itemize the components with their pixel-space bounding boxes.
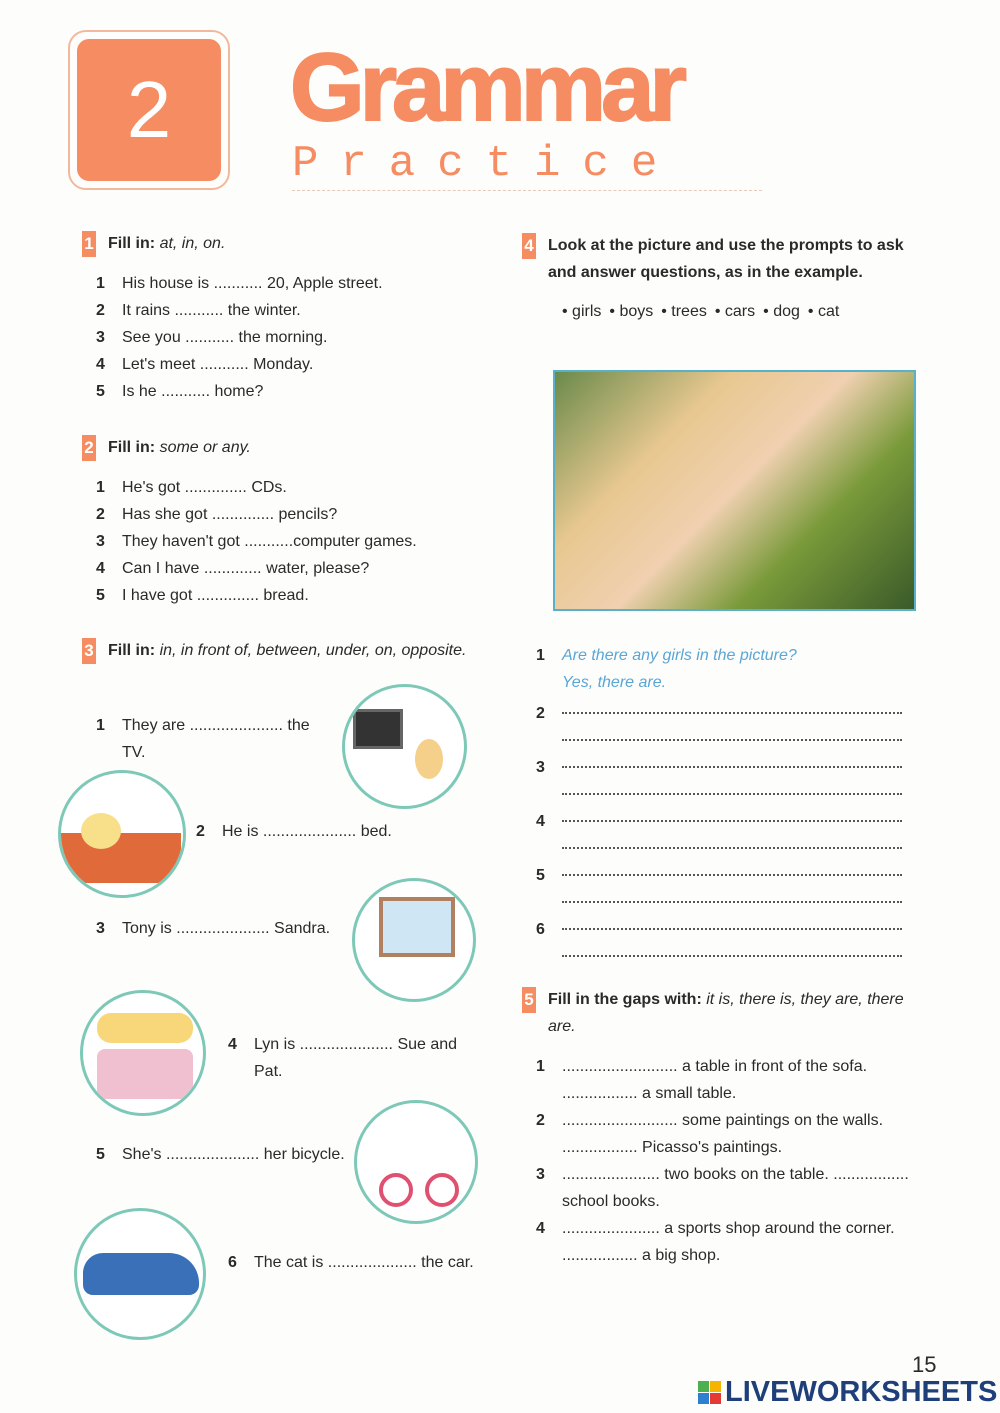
example-answer: Yes, there are.	[562, 674, 667, 691]
exercise-3-heading	[82, 637, 482, 664]
logo-icon	[698, 1381, 721, 1404]
exercise-4	[522, 232, 912, 325]
list-item[interactable]: 3 Tony is ..................... Sandra.	[96, 920, 331, 937]
options: in, in front of, between, under, on, opposite.	[159, 642, 467, 659]
list-item[interactable]: 2 Has she got .............. pencils?	[96, 506, 338, 523]
exercise-number: 2	[82, 435, 96, 461]
exercise-2	[82, 434, 482, 609]
list-item[interactable]: 4 Let's meet ........... Monday.	[96, 356, 314, 373]
unit-number: 2	[77, 39, 221, 181]
list-item[interactable]: 4 Can I have ............. water, please?	[96, 560, 370, 577]
exercise-number: 3	[82, 638, 96, 664]
exercise-4-answers: 1 Are there any girls in the picture? Yes, there are. 2 3 4 5 6	[536, 642, 916, 970]
answer-lines[interactable]: 3	[536, 754, 916, 808]
answer-lines[interactable]: 4	[536, 808, 916, 862]
list-item[interactable]: 3 ...................... two books on the table. ................. school books.	[536, 1166, 909, 1210]
page-number: 15	[912, 1352, 937, 1377]
list-item[interactable]: 6 The cat is .................... the car.	[228, 1254, 474, 1271]
bicycle-illustration	[354, 1100, 478, 1224]
list-item[interactable]: 5 Is he ........... home?	[96, 383, 264, 400]
list-item[interactable]: 1 .......................... a table in front of the sofa. ................. a small table.	[536, 1058, 868, 1102]
options: it is, there is, they are, there are.	[548, 991, 904, 1035]
list-item[interactable]: 1 He's got .............. CDs.	[96, 479, 287, 496]
list-item[interactable]: 1 They are ..................... the TV.	[96, 717, 310, 761]
list-item[interactable]: 2 .......................... some paintings on the walls. ................. Picasso's paintings.	[536, 1112, 884, 1156]
window-illustration	[352, 878, 476, 1002]
list-item[interactable]: 4 ...................... a sports shop around the corner. ................. a big shop.	[536, 1220, 895, 1264]
tv-illustration	[342, 684, 467, 809]
list-item[interactable]: 4 Lyn is ..................... Sue and Pat.	[228, 1036, 458, 1080]
exercise-5	[522, 986, 912, 1269]
instruction: Look at the picture and use the prompts to ask and answer questions, as in the example.	[548, 237, 904, 281]
bed-illustration	[58, 770, 186, 898]
instruction: Fill in the gaps with:	[548, 991, 702, 1008]
list-item[interactable]: 5 She's ..................... her bicycle.	[96, 1146, 345, 1163]
answer-lines[interactable]: 2	[536, 700, 916, 754]
instruction: Fill in:	[108, 642, 156, 659]
prompts: • girls • boys • trees • cars • dog • cat	[562, 303, 840, 320]
children-with-dog-photo	[553, 370, 916, 611]
instruction: Fill in:	[108, 439, 156, 456]
liveworksheets-logo: LIVEWORKSHEETS	[698, 1376, 997, 1409]
options: at, in, on.	[159, 235, 226, 252]
list-item[interactable]: 3 They haven't got ...........computer games.	[96, 533, 417, 550]
three-girls-illustration	[80, 990, 206, 1116]
example-question: Are there any girls in the picture?	[562, 647, 797, 664]
instruction: Fill in:	[108, 235, 156, 252]
answer-lines[interactable]: 5	[536, 862, 916, 916]
car-illustration	[74, 1208, 206, 1340]
list-item[interactable]: 2 He is ..................... bed.	[196, 823, 392, 840]
list-item[interactable]: 5 I have got .............. bread.	[96, 587, 309, 604]
page-subtitle: Practice	[292, 142, 762, 191]
list-item[interactable]: 2 It rains ........... the winter.	[96, 302, 301, 319]
exercise-number: 4	[522, 233, 536, 259]
exercise-number: 1	[82, 231, 96, 257]
options: some or any.	[159, 439, 251, 456]
exercise-1	[82, 230, 482, 405]
answer-lines[interactable]: 6	[536, 916, 916, 970]
page-title: Grammar	[290, 34, 682, 141]
exercise-number: 5	[522, 987, 536, 1013]
list-item[interactable]: 3 See you ........... the morning.	[96, 329, 328, 346]
unit-badge	[68, 30, 230, 190]
list-item[interactable]: 1 His house is ........... 20, Apple street.	[96, 275, 383, 292]
